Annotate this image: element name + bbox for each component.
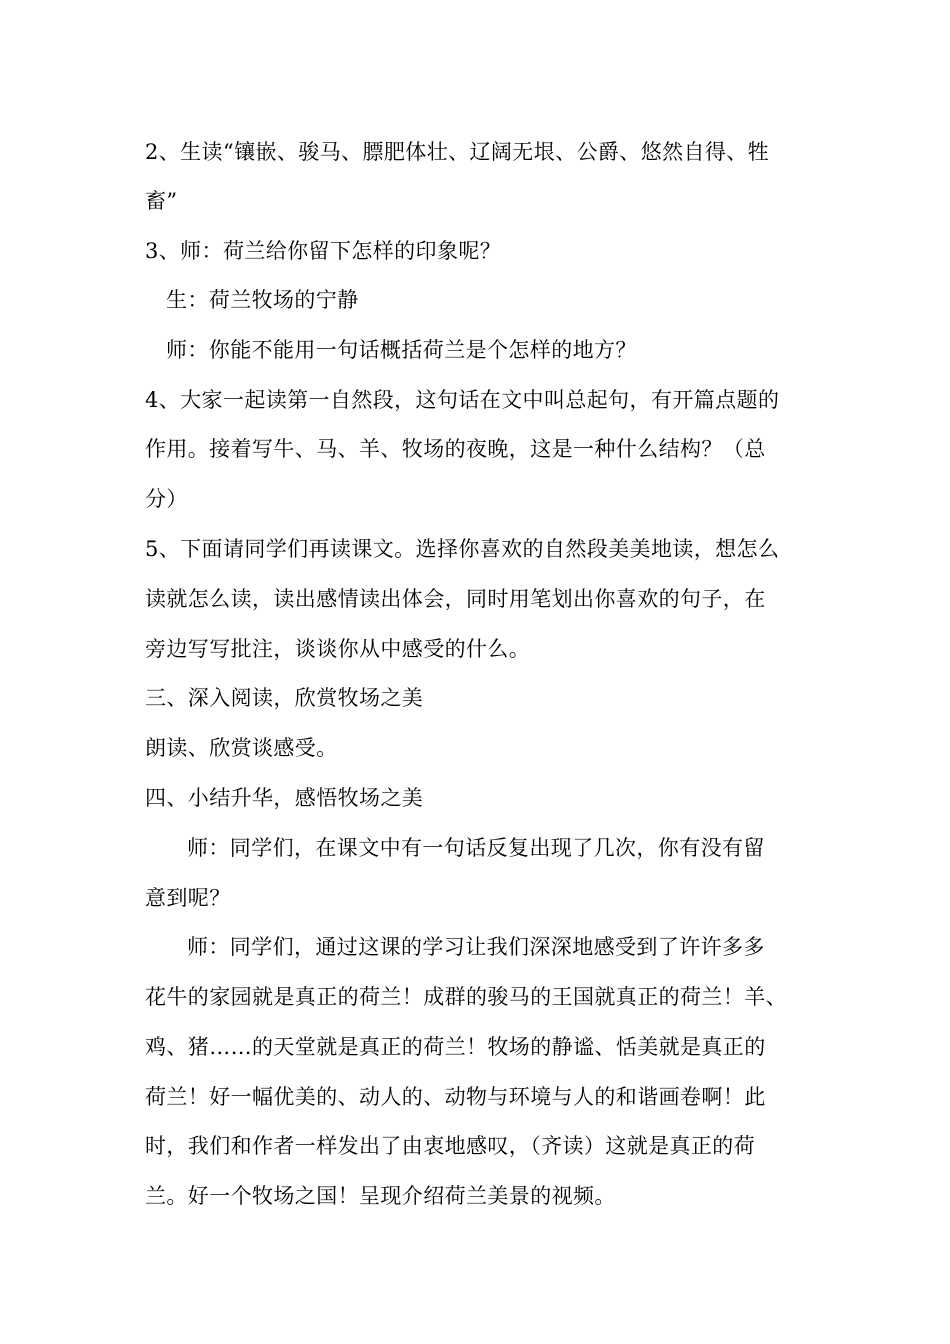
- text-line: 兰。好一个牧场之国！呈现介绍荷兰美景的视频。: [145, 1184, 616, 1208]
- text-line: 读就怎么读，读出感情读出体会，同时用笔划出你喜欢的句子，在: [145, 587, 766, 611]
- text-line: 3、师：荷兰给你留下怎样的印象呢？: [145, 239, 502, 263]
- text-line: 畜”: [145, 189, 178, 213]
- text-line: 鸡、猪……的天堂就是真正的荷兰！牧场的静谧、恬美就是真正的: [145, 1035, 766, 1059]
- text-line: 师：同学们，在课文中有一句话反复出现了几次，你有没有留: [187, 836, 765, 860]
- text-line: 师：同学们，通过这课的学习让我们深深地感受到了许许多多: [187, 935, 765, 959]
- section-heading: 三、深入阅读，欣赏牧场之美: [145, 686, 424, 710]
- text-line: 分）: [145, 487, 188, 511]
- section-heading: 四、小结升华，感悟牧场之美: [145, 786, 424, 810]
- text-line: 意到呢？: [145, 886, 231, 910]
- text-line: 2、生读“镶嵌、骏马、膘肥体壮、辽阔无垠、公爵、悠然自得、牲: [145, 140, 770, 164]
- text-line: 荷兰！好一幅优美的、动人的、动物与环境与人的和谐画卷啊！此: [145, 1085, 766, 1109]
- text-line: 作用。接着写牛、马、羊、牧场的夜晚，这是一种什么结构？（总: [145, 437, 766, 461]
- text-line: 5、下面请同学们再读课文。选择你喜欢的自然段美美地读，想怎么: [145, 537, 780, 561]
- text-line: 师：你能不能用一句话概括荷兰是个怎样的地方？: [166, 338, 637, 362]
- text-line: 旁边写写批注，谈谈你从中感受的什么。: [145, 637, 531, 661]
- text-line: 朗读、欣赏谈感受。: [145, 736, 338, 760]
- text-line: 花牛的家园就是真正的荷兰！成群的骏马的王国就真正的荷兰！羊、: [145, 985, 787, 1009]
- text-line: 时，我们和作者一样发出了由衷地感叹，（齐读）这就是真正的荷: [145, 1134, 756, 1158]
- text-line: 4、大家一起读第一自然段，这句话在文中叫总起句，有开篇点题的: [145, 388, 780, 412]
- text-line: 生：荷兰牧场的宁静: [166, 288, 359, 312]
